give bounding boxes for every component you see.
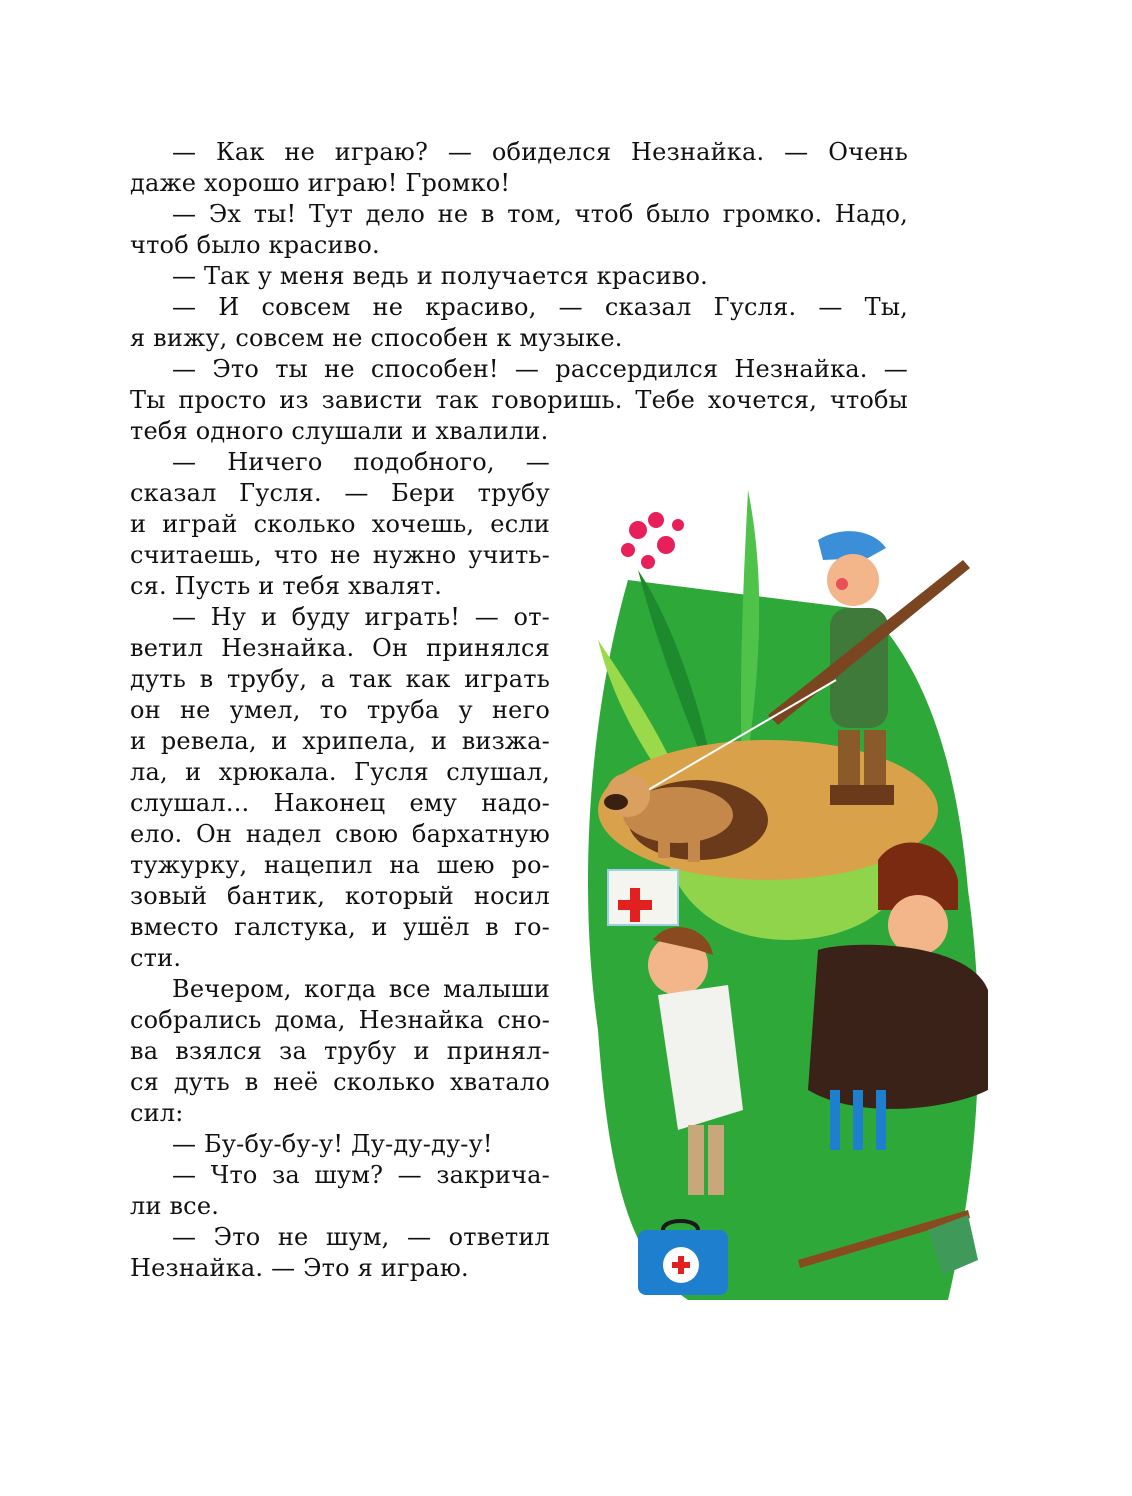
text-line: собрались дома, Незнайка сно- [130, 1006, 550, 1034]
text-line: слушал... Наконец ему надо- [130, 789, 550, 817]
flowers [621, 512, 684, 569]
text-line: тужурку, нацепил на шею ро- [130, 851, 550, 879]
text-line: и играй сколько хочешь, если [130, 510, 550, 538]
text-line: вместо галстука, и ушёл в го- [130, 913, 550, 941]
text-line: и ревела, и хрипела, и визжа- [130, 727, 550, 755]
text-line: — Бу-бу-бу-у! Ду-ду-ду-у! [172, 1130, 493, 1158]
text-line: Вечером, когда все малыши [172, 975, 550, 1003]
text-line: я вижу, совсем не способен к музыке. [130, 324, 623, 352]
text-line: — Это не шум, — ответил [172, 1223, 550, 1251]
text-line: — Что за шум? — закрича- [172, 1161, 550, 1189]
text-line: ветил Незнайка. Он принялся [130, 634, 550, 662]
text-line: — Это ты не способен! — рассердился Незнайка. — [172, 355, 908, 383]
text-line: Незнайка. — Это я играю. [130, 1254, 469, 1282]
text-line: — Как не играю? — обиделся Незнайка. — Очень [172, 138, 908, 166]
text-line: ело. Он надел свою бархатную [130, 820, 550, 848]
text-line: — И совсем не красиво, — сказал Гусля. — Ты, [172, 293, 908, 321]
medical-kit [638, 1221, 728, 1295]
text-line: ся. Пусть и тебя хвалят. [130, 572, 443, 600]
text-line: Ты просто из зависти так говоришь. Тебе хочется, чтобы [130, 386, 908, 414]
text-line: ва взялся за трубу и принял- [130, 1037, 550, 1065]
text-line: ли все. [130, 1192, 220, 1220]
text-line: — Так у меня ведь и получается красиво. [172, 262, 708, 290]
text-line: считаешь, что не нужно учить- [130, 541, 550, 569]
text-line: ся дуть в неё сколько хватало [130, 1068, 550, 1096]
text-line: — Эх ты! Тут дело не в том, чтоб было громко. Надо, [172, 200, 908, 228]
illustration [568, 470, 988, 1310]
text-line: дуть в трубу, а так как играть [130, 665, 550, 693]
text-line: зовый бантик, который носил [130, 882, 550, 910]
text-line: он не умел, то труба у него [130, 696, 550, 724]
text-line: тебя одного слушали и хвалили. [130, 417, 549, 445]
text-line: сил: [130, 1099, 184, 1127]
text-line: чтоб было красиво. [130, 231, 380, 259]
text-line: ла, и хрюкала. Гусля слушал, [130, 758, 550, 786]
text-line: сказал Гусля. — Бери трубу [130, 479, 550, 507]
text-line: сти. [130, 944, 182, 972]
text-line: — Ну и буду играть! — от- [172, 603, 550, 631]
text-line: — Ничего подобного, — [172, 448, 550, 476]
text-line: даже хорошо играю! Громко! [130, 169, 511, 197]
